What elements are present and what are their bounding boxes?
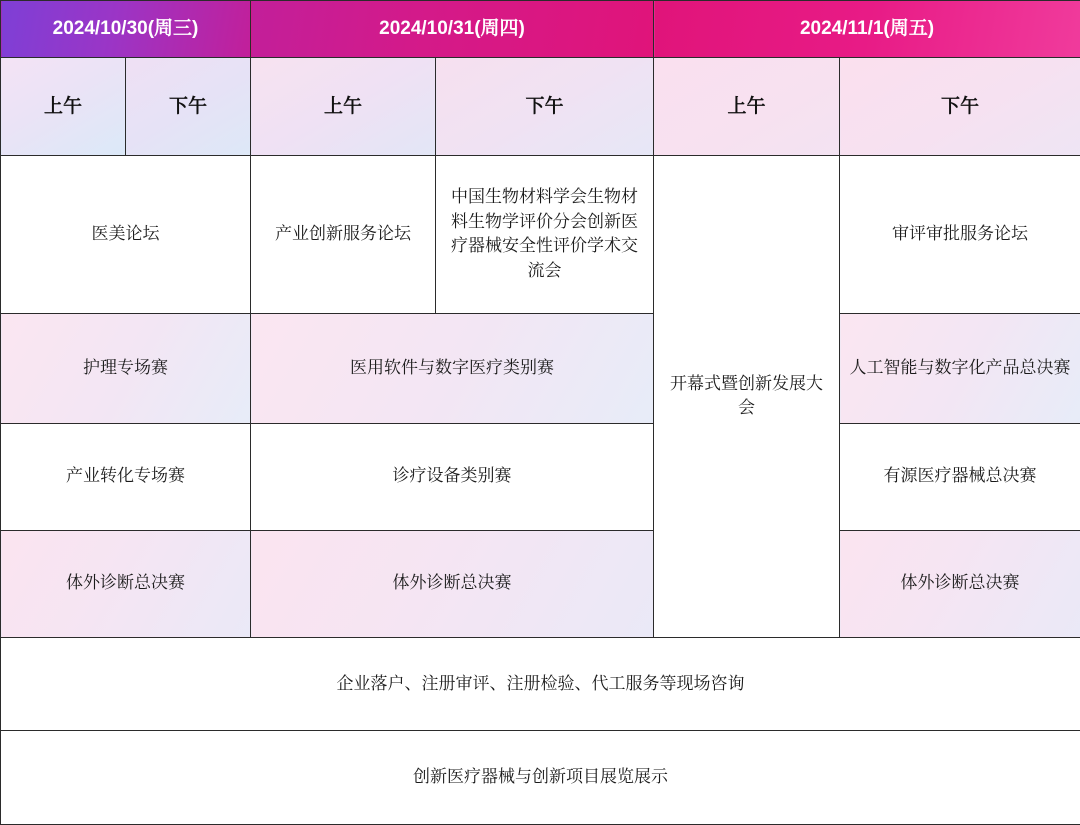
cell-oct30-nursing-contest: 护理专场赛 bbox=[1, 313, 251, 423]
cell-oct31-software-contest: 医用软件与数字医疗类别赛 bbox=[251, 313, 654, 423]
session-oct31-pm: 下午 bbox=[436, 58, 654, 156]
cell-oct31-device-contest: 诊疗设备类别赛 bbox=[251, 423, 654, 530]
cell-oct31-ivd-final: 体外诊断总决赛 bbox=[251, 530, 654, 637]
cell-onsite-consultation: 企业落户、注册审评、注册检验、代工服务等现场咨询 bbox=[1, 637, 1080, 731]
date-header-oct31: 2024/10/31(周四) bbox=[251, 1, 654, 58]
cell-exhibition: 创新医疗器械与创新项目展览展示 bbox=[1, 731, 1080, 825]
cell-nov1-pm-review-forum: 审评审批服务论坛 bbox=[840, 155, 1080, 313]
date-header-row bbox=[1, 1, 1080, 58]
schedule-row-2 bbox=[1, 313, 1080, 423]
cell-nov1-ai-final: 人工智能与数字化产品总决赛 bbox=[840, 313, 1080, 423]
schedule-row-4 bbox=[1, 530, 1080, 637]
date-header-nov1: 2024/11/1(周五) bbox=[654, 1, 1080, 58]
cell-oct31-pm-forum: 中国生物材料学会生物材料生物学评价分会创新医疗器械安全性评价学术交流会 bbox=[436, 155, 654, 313]
session-oct30-am: 上午 bbox=[1, 58, 126, 156]
session-oct31-am: 上午 bbox=[251, 58, 436, 156]
schedule-footer-row-2 bbox=[1, 731, 1080, 825]
cell-oct30-transformation-contest: 产业转化专场赛 bbox=[1, 423, 251, 530]
session-nov1-am: 上午 bbox=[654, 58, 840, 156]
date-header-oct30: 2024/10/30(周三) bbox=[1, 1, 251, 58]
schedule-row-1 bbox=[1, 155, 1080, 313]
schedule-footer-row-1 bbox=[1, 637, 1080, 731]
schedule-row-3 bbox=[1, 423, 1080, 530]
cell-nov1-am-opening-ceremony: 开幕式暨创新发展大会 bbox=[654, 155, 840, 637]
session-nov1-pm: 下午 bbox=[840, 58, 1080, 156]
session-header-row bbox=[1, 58, 1080, 156]
session-oct30-pm: 下午 bbox=[126, 58, 251, 156]
cell-oct30-forum: 医美论坛 bbox=[1, 155, 251, 313]
cell-nov1-ivd-final: 体外诊断总决赛 bbox=[840, 530, 1080, 637]
cell-oct30-ivd-final: 体外诊断总决赛 bbox=[1, 530, 251, 637]
cell-nov1-active-device-final: 有源医疗器械总决赛 bbox=[840, 423, 1080, 530]
cell-oct31-am-forum: 产业创新服务论坛 bbox=[251, 155, 436, 313]
